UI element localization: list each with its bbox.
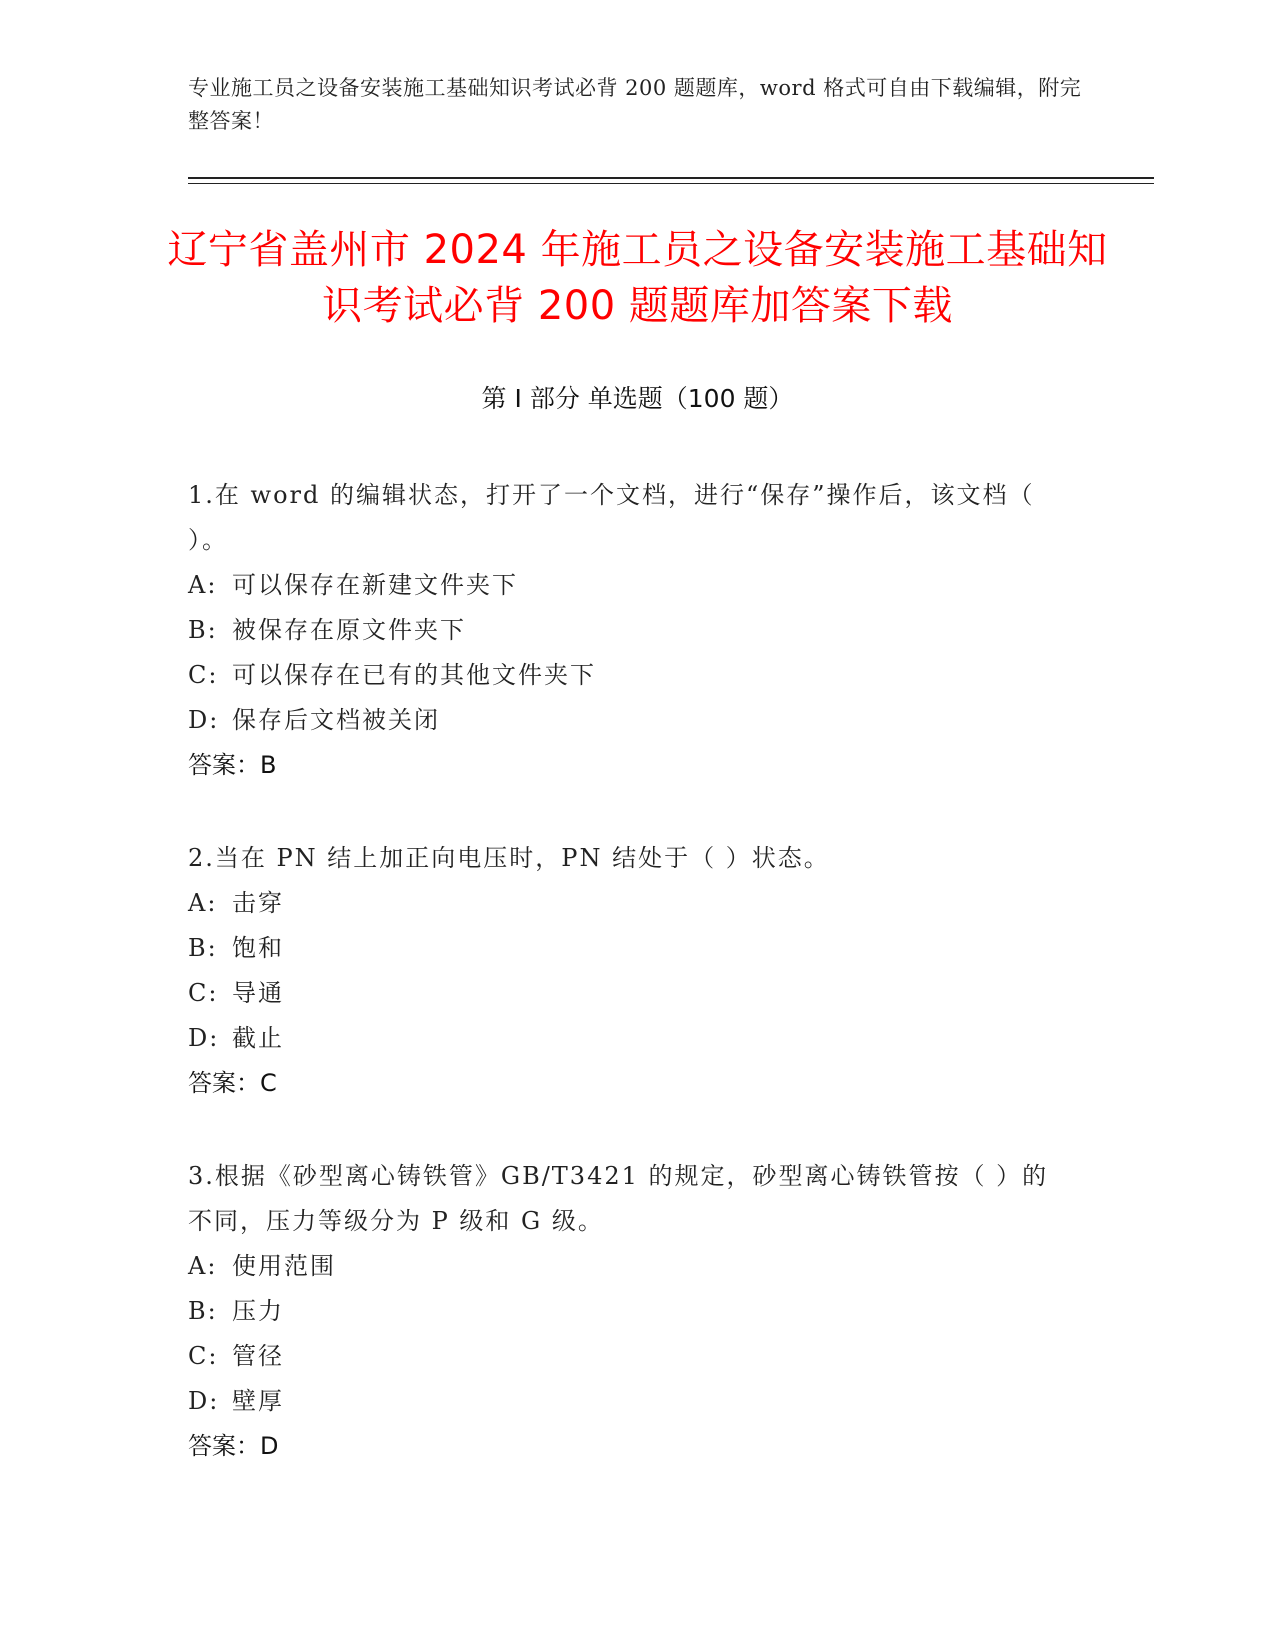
question-list <box>188 473 1068 1517</box>
option-key: D: <box>188 1024 220 1052</box>
question-text: 2.当在 PN 结上加正向电压时，PN 结处于（ ）状态。 <box>188 844 830 872</box>
option-text: 管径 <box>232 1342 284 1370</box>
option-a <box>188 563 1068 608</box>
option-text: 可以保存在新建文件夹下 <box>232 571 518 599</box>
option-key: A: <box>188 1252 218 1280</box>
question-text: 3.根据《砂型离心铸铁管》GB/T3421 的规定，砂型离心铸铁管按（ ）的不同，压力等级分为 P 级和 G 级。 <box>188 1162 1049 1235</box>
option-key: A: <box>188 889 218 917</box>
option-key: D: <box>188 1387 220 1415</box>
option-text: 饱和 <box>232 934 284 962</box>
option-key: C: <box>188 979 219 1007</box>
option-text: 被保存在原文件夹下 <box>232 616 466 644</box>
header-note: 专业施工员之设备安装施工基础知识考试必背 200 题题库，word 格式可自由下载编辑，附完整答案！ <box>188 76 1082 133</box>
option-key: D: <box>188 706 220 734</box>
option-c <box>188 1334 1068 1379</box>
option-key: B: <box>188 934 218 962</box>
option-key: A: <box>188 571 218 599</box>
question-text: 1.在 word 的编辑状态，打开了一个文档，进行“保存”操作后，该文档（ ）。 <box>188 481 1035 554</box>
option-text: 压力 <box>232 1297 284 1325</box>
answer-line: 答案：B <box>188 751 277 779</box>
header-divider-thick <box>188 177 1154 179</box>
header-divider-thin <box>188 183 1154 184</box>
option-text: 壁厚 <box>232 1387 284 1415</box>
option-key: C: <box>188 661 219 689</box>
option-text: 保存后文档被关闭 <box>232 706 440 734</box>
option-key: B: <box>188 1297 218 1325</box>
option-text: 使用范围 <box>232 1252 336 1280</box>
option-text: 可以保存在已有的其他文件夹下 <box>232 661 596 689</box>
answer-line: 答案：C <box>188 1069 277 1097</box>
option-text: 截止 <box>232 1024 284 1052</box>
option-d <box>188 698 1068 743</box>
option-a <box>188 1244 1068 1289</box>
question-1 <box>188 473 1068 788</box>
option-a <box>188 881 1068 926</box>
document-title: 辽宁省盖州市 2024 年施工员之设备安装施工基础知识考试必背 200 题题库加答案下载 <box>167 227 1108 329</box>
option-text: 击穿 <box>232 889 284 917</box>
option-key: B: <box>188 616 218 644</box>
question-3 <box>188 1154 1068 1469</box>
option-c <box>188 653 1068 698</box>
option-c <box>188 971 1068 1016</box>
option-d <box>188 1379 1068 1424</box>
option-text: 导通 <box>232 979 284 1007</box>
option-d <box>188 1016 1068 1061</box>
option-b <box>188 608 1068 653</box>
option-key: C: <box>188 1342 219 1370</box>
option-b <box>188 1289 1068 1334</box>
section-heading: 第 I 部分 单选题（100 题） <box>481 384 794 413</box>
option-b <box>188 926 1068 971</box>
question-2 <box>188 836 1068 1106</box>
answer-line: 答案：D <box>188 1432 279 1460</box>
